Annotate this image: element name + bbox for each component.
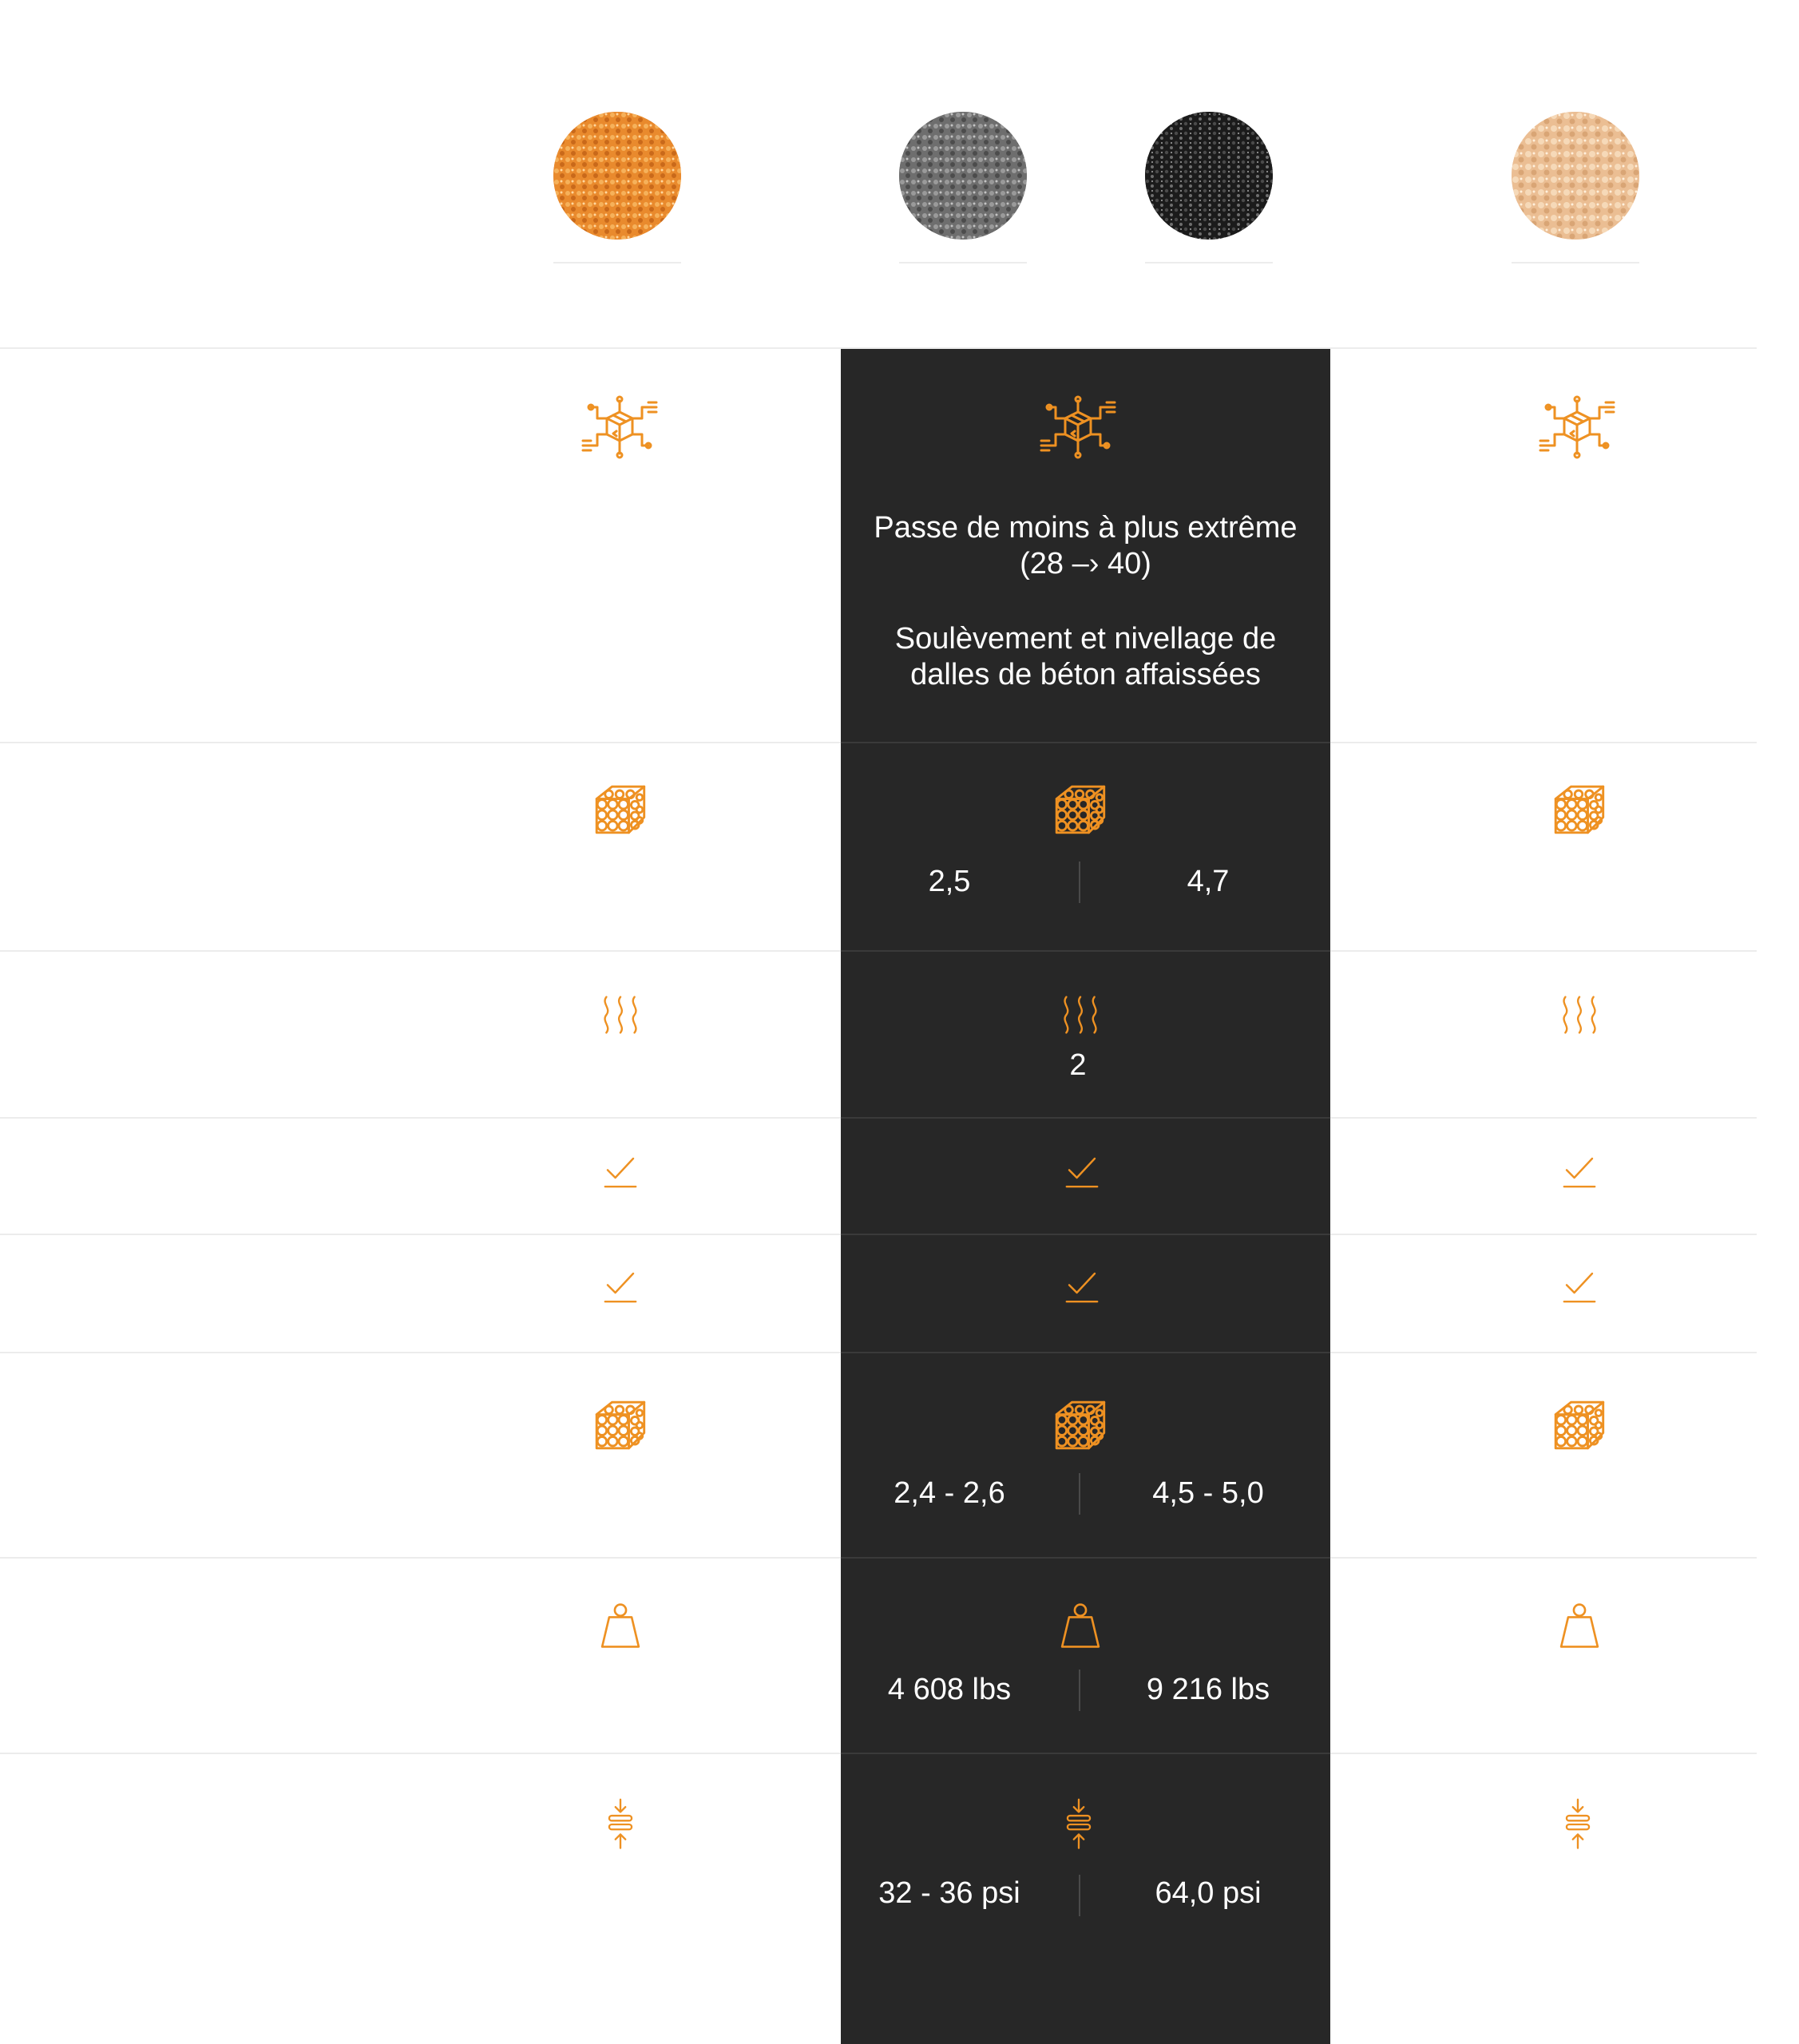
density-range-right: 4,5 - 5,0 [1152, 1476, 1264, 1510]
compression-value-right: 64,0 psi [1155, 1876, 1262, 1910]
check-mark-icon [1547, 1139, 1611, 1203]
weight-icon [585, 1590, 656, 1661]
density-cube-icon [1540, 1387, 1617, 1464]
density-cube-icon [1540, 771, 1617, 848]
check-mark-icon [588, 1139, 652, 1203]
density-cube-icon [581, 1387, 658, 1464]
swatch-beige-granules[interactable] [1512, 112, 1639, 240]
row-divider [841, 1117, 1330, 1119]
check-mark-icon [588, 1254, 652, 1318]
swatch-black-granules[interactable] [1145, 112, 1273, 240]
swatch-underline [553, 262, 681, 263]
row-divider [841, 1234, 1330, 1235]
compression-value-left: 32 - 36 psi [878, 1876, 1020, 1910]
weight-value-left: 4 608 lbs [887, 1673, 1012, 1706]
row-divider [0, 347, 1757, 349]
heat-waves-icon [1048, 983, 1112, 1047]
grit-range-text: Passe de moins à plus extrême [874, 511, 1298, 545]
grit-range-values: (28 –› 40) [1020, 547, 1151, 580]
density-value-left: 2,5 [928, 865, 971, 898]
package-network-icon [1537, 390, 1617, 469]
row-divider [841, 1557, 1330, 1559]
compression-icon [1048, 1793, 1110, 1856]
density-cube-icon [581, 771, 658, 848]
row-divider [841, 950, 1330, 952]
row-divider [841, 1352, 1330, 1353]
density-value-right: 4,7 [1187, 865, 1230, 898]
application-line-2: dalles de béton affaissées [910, 658, 1261, 691]
swatch-underline [1145, 262, 1273, 263]
check-mark-icon [1547, 1254, 1611, 1318]
swatch-underline [1512, 262, 1639, 263]
density-range-left: 2,4 - 2,6 [894, 1476, 1005, 1510]
compression-icon [589, 1793, 652, 1856]
package-network-icon [1038, 390, 1118, 469]
row-divider [841, 742, 1330, 743]
weight-icon [1045, 1590, 1115, 1661]
check-mark-icon [1050, 1139, 1114, 1203]
package-network-icon [580, 390, 660, 469]
application-line-1: Soulèvement et nivellage de [894, 622, 1277, 656]
value-divider [1079, 1473, 1080, 1515]
check-mark-icon [1050, 1254, 1114, 1318]
value-divider [1079, 862, 1080, 903]
compression-icon [1547, 1793, 1609, 1856]
swatch-orange-granules[interactable] [553, 112, 681, 240]
heat-value: 2 [1069, 1048, 1087, 1082]
row-divider [841, 1753, 1330, 1754]
swatch-grey-granules[interactable] [899, 112, 1027, 240]
value-divider [1079, 1670, 1080, 1711]
heat-waves-icon [588, 983, 652, 1047]
value-divider [1079, 1875, 1080, 1916]
weight-value-right: 9 216 lbs [1146, 1673, 1270, 1706]
weight-icon [1544, 1590, 1615, 1661]
density-cube-icon [1041, 1387, 1118, 1464]
density-cube-icon [1041, 771, 1118, 848]
heat-waves-icon [1547, 983, 1611, 1047]
swatch-underline [899, 262, 1027, 263]
